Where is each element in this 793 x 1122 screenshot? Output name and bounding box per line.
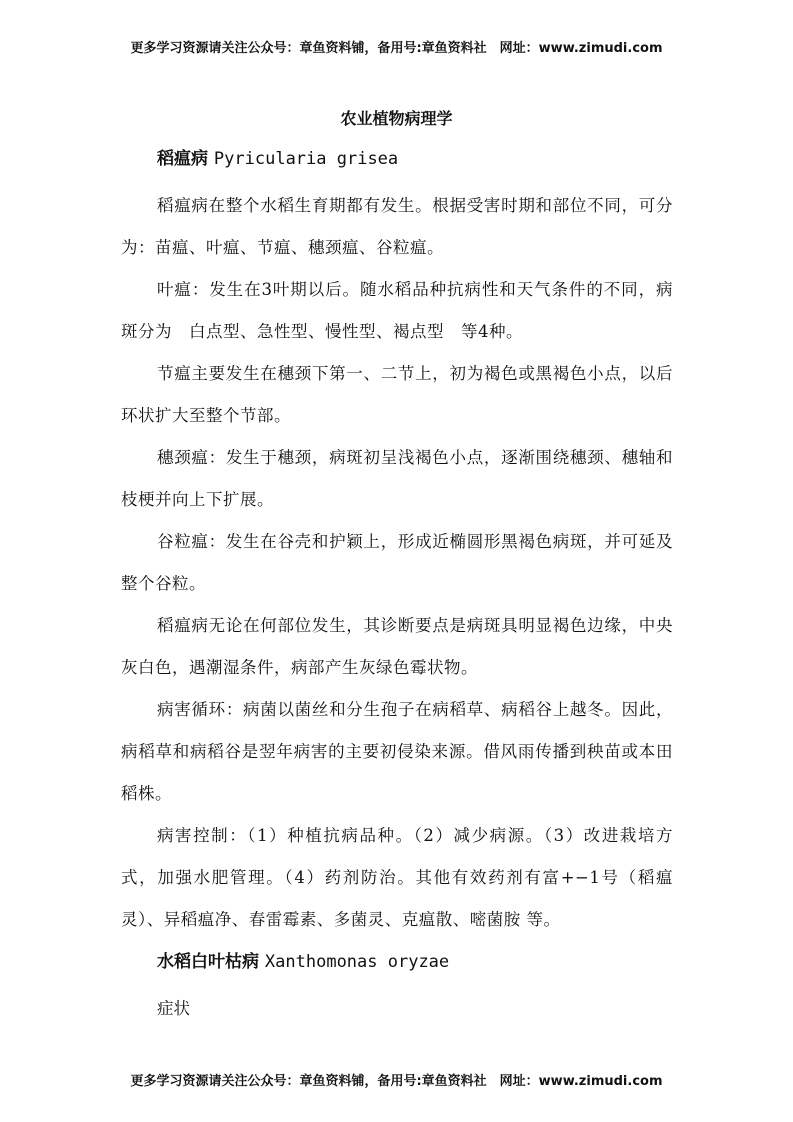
paragraph: 病害控制：（1）种植抗病品种。（2）减少病源。（3）改进栽培方式，加强水肥管理。（4）药剂防治。其他有效药剂有富+−1号（稻瘟灵）、异稻瘟净、春雷霉素、多菌灵、克瘟散、嘧菌胺 等。 [121,826,673,929]
paragraph: 病害循环：病菌以菌丝和分生孢子在病稻草、病稻谷上越冬。因此，病稻草和病稻谷是翌年病害的主要初侵染来源。借风雨传播到秧苗或本田稻株。 [121,700,673,803]
paragraph: 穗颈瘟：发生于穗颈，病斑初呈浅褐色小点，逐渐围绕穗颈、穗轴和枝梗并向上下扩展。 [121,448,673,509]
paragraph: 稻瘟病在整个水稻生育期都有发生。根据受害时期和部位不同，可分为：苗瘟、叶瘟、节瘟、穗颈瘟、谷粒瘟。 [121,196,673,257]
header-banner: 更多学习资源请关注公众号：章鱼资料铺，备用号:章鱼资料社 网址：www.zimudi.com [130,41,663,56]
paragraph: 叶瘟：发生在3叶期以后。随水稻品种抗病性和天气条件的不同，病斑分为 白点型、急性型、慢性型、褐点型 等4种。 [121,280,673,341]
document-body [121,144,673,1030]
paragraph: 稻瘟病无论在何部位发生，其诊断要点是病斑具明显褐色边缘，中央灰白色，遇潮湿条件，病部产生灰绿色霉状物。 [121,616,673,677]
heading-latin-name: Pyricularia grisea [213,149,399,169]
subheading-symptoms: 症状 [157,999,190,1018]
document-title: 农业植物病理学 [340,109,453,128]
section-heading-bacterial-blight [121,947,673,977]
paragraph: 谷粒瘟：发生在谷壳和护颖上，形成近椭圆形黑褐色病斑，并可延及整个谷粒。 [121,532,673,593]
heading-chinese: 稻瘟病 [157,149,208,169]
heading-chinese: 水稻白叶枯病 [157,952,259,972]
section-heading-rice-blast [121,144,673,174]
footer-banner: 更多学习资源请关注公众号：章鱼资料铺，备用号:章鱼资料社 网址：www.zimudi.com [130,1074,663,1089]
paragraph: 节瘟主要发生在穗颈下第一、二节上，初为褐色或黑褐色小点，以后环状扩大至整个节部。 [121,364,673,425]
heading-latin-name: Xanthomonas oryzae [264,952,450,972]
